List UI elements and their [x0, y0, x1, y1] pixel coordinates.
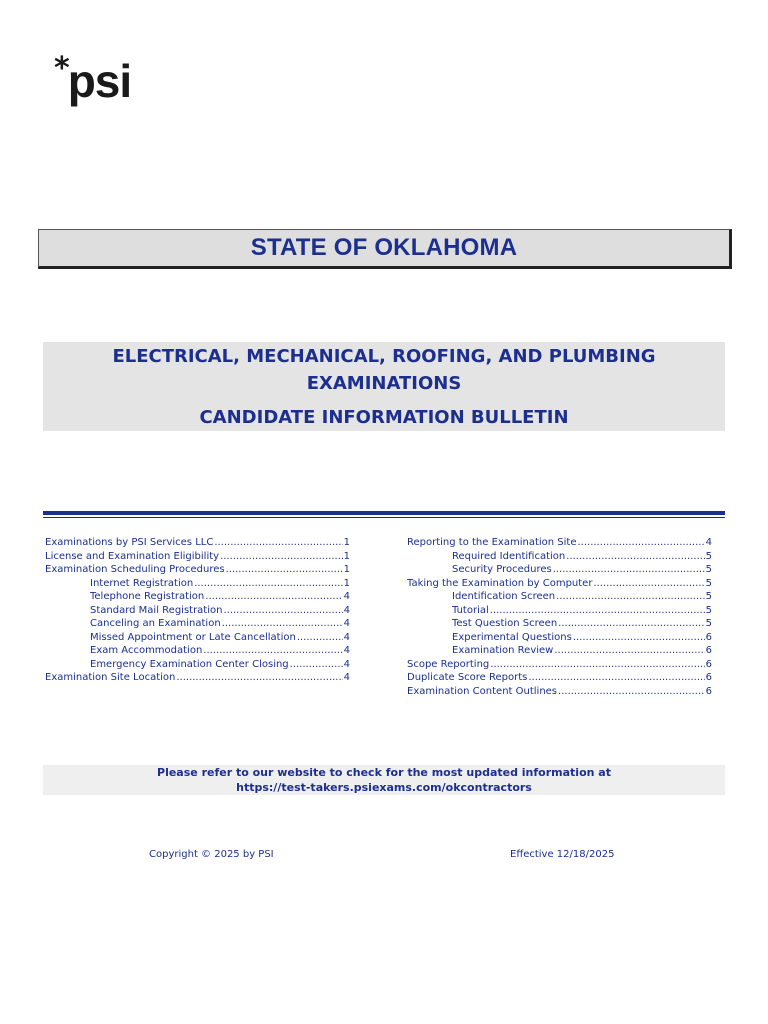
state-title-box	[38, 229, 732, 269]
toc-dot-leader	[490, 658, 704, 672]
toc-entry[interactable]	[45, 577, 350, 591]
exam-title-line-1: ELECTRICAL, MECHANICAL, ROOFING, AND PLUMBING	[112, 346, 656, 367]
toc-page-number: 6	[705, 658, 712, 670]
toc-entry[interactable]	[407, 550, 712, 564]
toc-entry[interactable]	[45, 658, 350, 672]
toc-page-number: 4	[705, 537, 712, 548]
toc-entry-label: Tutorial	[452, 604, 489, 616]
toc-entry-label: Examination Site Location	[45, 672, 176, 683]
toc-entry-label: Internet Registration	[90, 577, 194, 589]
toc-left-column	[45, 536, 350, 685]
exam-title-line-2: EXAMINATIONS	[306, 373, 462, 394]
toc-page-number: 4	[343, 618, 350, 629]
toc-dot-leader	[176, 671, 342, 685]
toc-entry-label: Experimental Questions	[452, 631, 572, 643]
toc-page-number: 1	[343, 577, 350, 589]
toc-dot-leader	[558, 617, 704, 631]
toc-entry-label: Emergency Examination Center Closing	[90, 658, 289, 670]
toc-entry[interactable]	[45, 671, 350, 685]
toc-entry[interactable]	[45, 631, 350, 645]
toc-entry-label: Scope Reporting	[407, 658, 490, 670]
logo-text: psi	[67, 55, 132, 107]
toc-dot-leader	[556, 590, 705, 604]
website-link[interactable]: https://test-takers.psiexams.com/okcontractors	[236, 781, 532, 794]
toc-entry-label: Test Question Screen	[452, 618, 558, 629]
divider-thick	[43, 511, 725, 515]
toc-dot-leader	[573, 631, 705, 645]
toc-page-number: 1	[343, 564, 350, 575]
toc-dot-leader	[220, 550, 343, 564]
toc-entry[interactable]	[407, 536, 712, 550]
toc-entry[interactable]	[407, 617, 712, 631]
toc-entry[interactable]	[407, 577, 712, 591]
toc-entry[interactable]	[45, 644, 350, 658]
toc-entry-label: Examinations by PSI Services LLC	[45, 537, 214, 548]
toc-entry[interactable]	[45, 604, 350, 618]
toc-page-number: 1	[343, 550, 350, 562]
toc-dot-leader	[203, 644, 342, 658]
toc-entry[interactable]	[407, 685, 712, 699]
toc-dot-leader	[222, 617, 343, 631]
divider-thin	[43, 517, 725, 518]
toc-entry-label: Identification Screen	[452, 591, 556, 602]
toc-entry-label: Canceling an Examination	[90, 618, 221, 629]
toc-entry[interactable]	[45, 550, 350, 564]
toc-entry[interactable]	[45, 590, 350, 604]
toc-right-column	[407, 536, 712, 698]
toc-dot-leader	[205, 590, 342, 604]
toc-page-number: 4	[343, 604, 350, 616]
toc-entry-label: Missed Appointment or Late Cancellation	[90, 631, 296, 643]
toc-dot-leader	[554, 644, 704, 658]
state-title: STATE OF OKLAHOMA	[250, 234, 518, 261]
toc-entry[interactable]	[407, 671, 712, 685]
toc-entry[interactable]	[407, 590, 712, 604]
bulletin-title: CANDIDATE INFORMATION BULLETIN	[199, 407, 569, 428]
notice-text: Please refer to our website to check for the most updated information at	[157, 766, 611, 779]
toc-page-number: 6	[705, 685, 712, 697]
website-notice	[43, 765, 725, 795]
toc-dot-leader	[297, 631, 343, 645]
toc-page-number: 4	[343, 658, 350, 670]
toc-page-number: 5	[705, 577, 712, 589]
toc-entry[interactable]	[407, 631, 712, 645]
toc-page-number: 6	[705, 672, 712, 683]
toc-entry-label: Reporting to the Examination Site	[407, 537, 577, 548]
exam-title-box	[43, 342, 725, 431]
toc-page-number: 5	[705, 591, 712, 602]
toc-entry-label: Examination Content Outlines	[407, 685, 558, 697]
toc-page-number: 4	[343, 645, 350, 656]
toc-page-number: 5	[705, 618, 712, 629]
effective-date: Effective 12/18/2025	[510, 849, 615, 860]
toc-entry[interactable]	[407, 563, 712, 577]
toc-page-number: 1	[343, 537, 350, 548]
toc-entry[interactable]	[407, 644, 712, 658]
toc-entry[interactable]	[407, 658, 712, 672]
toc-page-number: 5	[705, 550, 712, 562]
toc-page-number: 5	[705, 564, 712, 575]
toc-dot-leader	[223, 604, 342, 618]
toc-entry-label: Examination Scheduling Procedures	[45, 564, 225, 575]
exam-title	[43, 343, 725, 397]
toc-entry-label: Examination Review	[452, 645, 554, 656]
toc-dot-leader	[577, 536, 704, 550]
toc-entry[interactable]	[407, 604, 712, 618]
toc-dot-leader	[490, 604, 705, 618]
toc-entry-label: Standard Mail Registration	[90, 604, 223, 616]
psi-logo	[54, 52, 154, 108]
toc-dot-leader	[226, 563, 343, 577]
copyright-text: Copyright © 2025 by PSI	[149, 849, 274, 860]
toc-entry-label: Exam Accommodation	[90, 645, 203, 656]
toc-entry-label: Required Identification	[452, 550, 566, 562]
toc-dot-leader	[558, 685, 705, 699]
toc-entry-label: License and Examination Eligibility	[45, 550, 220, 562]
toc-page-number: 4	[343, 672, 350, 683]
toc-entry[interactable]	[45, 536, 350, 550]
toc-entry[interactable]	[45, 617, 350, 631]
toc-page-number: 4	[343, 631, 350, 643]
toc-entry-label: Taking the Examination by Computer	[407, 577, 593, 589]
toc-page-number: 4	[343, 591, 350, 602]
asterisk-icon: *	[54, 51, 70, 86]
toc-dot-leader	[593, 577, 704, 591]
toc-dot-leader	[194, 577, 342, 591]
toc-dot-leader	[528, 671, 704, 685]
toc-entry-label: Security Procedures	[452, 564, 552, 575]
toc-dot-leader	[214, 536, 342, 550]
toc-entry-label: Duplicate Score Reports	[407, 672, 528, 683]
toc-page-number: 6	[705, 645, 712, 656]
toc-entry-label: Telephone Registration	[90, 591, 205, 602]
toc-page-number: 5	[705, 604, 712, 616]
toc-dot-leader	[290, 658, 343, 672]
toc-entry[interactable]	[45, 563, 350, 577]
toc-page-number: 6	[705, 631, 712, 643]
toc-dot-leader	[566, 550, 704, 564]
toc-dot-leader	[553, 563, 705, 577]
